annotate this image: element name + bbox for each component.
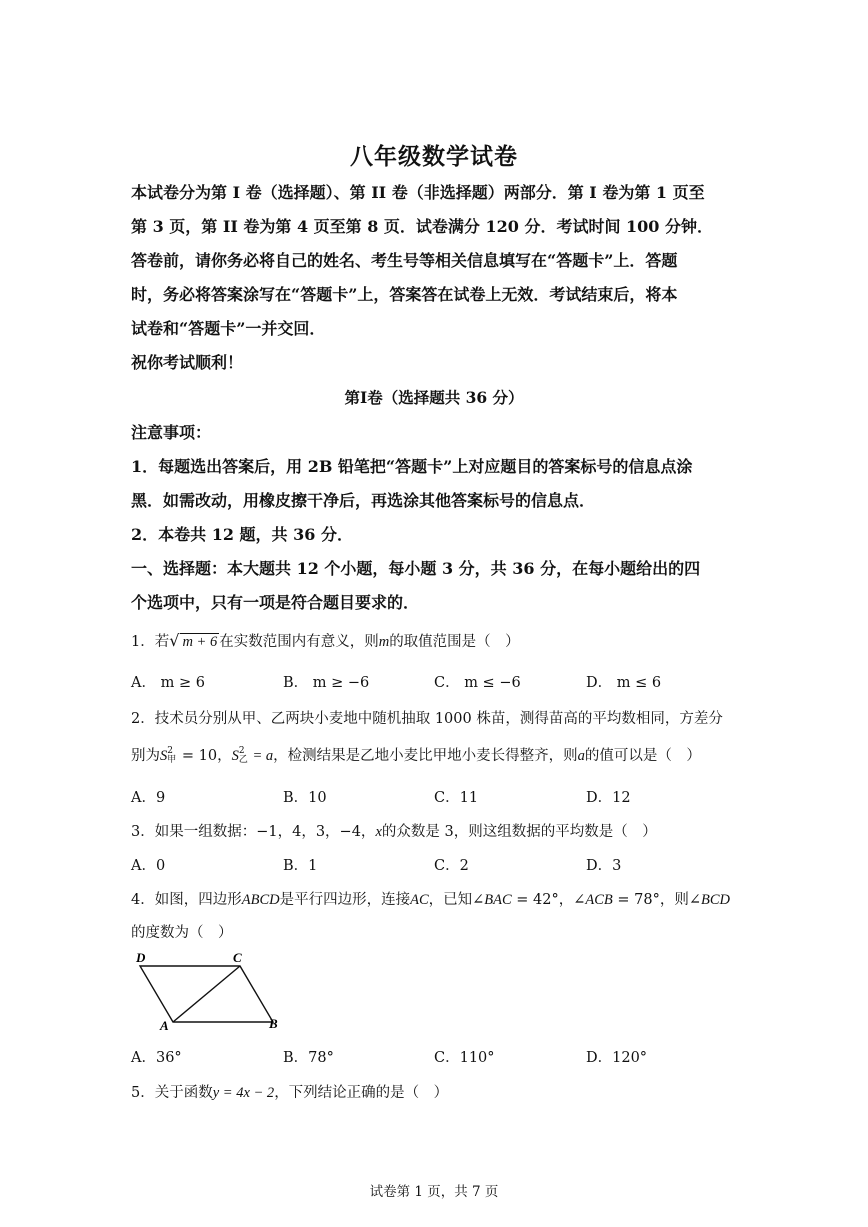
q1-middle: 在实数范围内有意义，则: [219, 634, 379, 650]
sqrt-symbol: √: [169, 631, 180, 650]
notes-heading: 注意事项：: [131, 423, 212, 442]
q2-option-b[interactable]: B．10: [283, 790, 327, 806]
q3-text-b: 的众数是 3，则这组数据的平均数是（ ）: [381, 824, 657, 840]
notes-item-1-line-1: 1．每题选出答案后，用 2B 铅笔把“答题卡”上对应题目的答案标号的信息点涂: [131, 457, 693, 476]
section-title: 第Ⅰ卷（选择题共 36 分）: [344, 388, 524, 407]
q1-option-c[interactable]: C． m ≤ −6: [434, 675, 521, 691]
exam-title: 八年级数学试卷: [350, 143, 518, 170]
q4-text-d: = 42°，∠: [511, 892, 586, 908]
q2-option-d[interactable]: D．12: [586, 790, 631, 806]
intro-line-6: 祝你考试顺利！: [131, 353, 244, 372]
q2-var: a: [577, 748, 585, 764]
q2-eq-yi: = a: [248, 748, 274, 764]
q2-option-a[interactable]: A．9: [131, 790, 166, 806]
intro-line-5: 试卷和“答题卡”一并交回．: [131, 319, 326, 338]
q2-s-jia: S: [160, 748, 168, 764]
label-c: C: [233, 950, 242, 965]
question-5: [131, 1081, 448, 1102]
q2-sub-yi: 乙: [238, 755, 248, 765]
part1-line-2: 个选项中，只有一项是符合题目要求的．: [131, 593, 420, 612]
q1-option-b[interactable]: B． m ≥ −6: [283, 675, 370, 691]
q1-prefix: 1．若: [131, 634, 170, 650]
diagonal-ac: [173, 966, 240, 1022]
q3-text-a: 3．如果一组数据：−1，4，3，−4，: [131, 824, 376, 840]
q4-bac: BAC: [484, 892, 512, 908]
q4-text-a: 4．如图，四边形: [131, 892, 242, 908]
q3-option-c[interactable]: C．2: [434, 858, 469, 874]
intro-line-1: 本试卷分为第 I 卷（选择题）、第 II 卷（非选择题）两部分．第 I 卷为第 1 页至: [131, 183, 705, 202]
question-2-line-1: 2．技术员分别从甲、乙两块小麦地中随机抽取 1000 株苗，测得苗高的平均数相同，方差分: [131, 711, 723, 727]
q3-var: x: [375, 824, 382, 840]
q4-ac: AC: [410, 892, 429, 908]
q5-suffix: ，下列结论正确的是（ ）: [274, 1085, 449, 1101]
intro-line-4: 时，务必将答案涂写在“答题卡”上，答案答在试卷上无效．考试结束后，将本: [131, 285, 678, 304]
q4-option-c[interactable]: C．110°: [434, 1050, 495, 1066]
parallelogram-figure: [128, 948, 288, 1034]
q4-acb: ACB: [585, 892, 613, 908]
notes-item-2: 2．本卷共 12 题，共 36 分．: [131, 525, 353, 544]
q2-s-yi: S: [231, 748, 239, 764]
q2-option-c[interactable]: C．11: [434, 790, 479, 806]
q2-suffix2: 的值可以是（ ）: [584, 748, 701, 764]
part1-line-1: 一、选择题：本大题共 12 个小题，每小题 3 分，共 36 分，在每小题给出的四: [131, 559, 701, 578]
q1-suffix: 的取值范围是（ ）: [389, 634, 520, 650]
question-4-line-1: [131, 888, 730, 909]
q1-radicand: m + 6: [182, 634, 218, 650]
q4-option-b[interactable]: B．78°: [283, 1050, 334, 1066]
notes-item-1-line-2: 黑．如需改动，用橡皮擦干净后，再选涂其他答案标号的信息点．: [131, 491, 596, 510]
q3-option-a[interactable]: A．0: [131, 858, 166, 874]
q4-option-a[interactable]: A．36°: [131, 1050, 182, 1066]
q4-text-b: 是平行四边形，连接: [279, 892, 411, 908]
question-3: [131, 820, 657, 841]
q2-sup-yi: 2: [238, 746, 245, 756]
q4-text-e: = 78°，则∠: [612, 892, 701, 908]
q1-option-d[interactable]: D． m ≤ 6: [586, 675, 662, 691]
q5-function: y = 4x − 2: [212, 1085, 275, 1101]
q2-eq-jia: = 10，: [177, 748, 232, 764]
question-1: [131, 630, 520, 651]
q4-bcd: BCD: [701, 892, 730, 908]
q3-option-d[interactable]: D．3: [586, 858, 622, 874]
q2-suffix: ，检测结果是乙地小麦比甲地小麦长得整齐，则: [273, 748, 578, 764]
question-2-line-2: [131, 744, 701, 765]
page-footer: 试卷第 1 页，共 7 页: [369, 1184, 499, 1200]
q2-sub-jia: 甲: [167, 755, 177, 765]
label-a: A: [160, 1018, 169, 1033]
label-d: D: [136, 950, 146, 965]
q2-prefix: 别为: [131, 748, 160, 764]
intro-line-3: 答卷前，请你务必将自己的姓名、考生号等相关信息填写在“答题卡”上．答题: [131, 251, 678, 270]
q1-var: m: [378, 634, 390, 650]
q4-abcd: ABCD: [241, 892, 280, 908]
q3-option-b[interactable]: B．1: [283, 858, 318, 874]
q1-option-a[interactable]: A． m ≥ 6: [131, 675, 205, 691]
label-b: B: [269, 1016, 278, 1031]
q5-prefix: 5．关于函数: [131, 1085, 213, 1101]
q2-sup-jia: 2: [167, 746, 173, 756]
q4-text-c: ，已知∠: [428, 892, 485, 908]
question-4-line-2: 的度数为（ ）: [131, 925, 233, 941]
q4-option-d[interactable]: D．120°: [586, 1050, 648, 1066]
intro-line-2: 第 3 页，第 II 卷为第 4 页至第 8 页．试卷满分 120 分．考试时间 100 分钟．: [131, 217, 714, 236]
